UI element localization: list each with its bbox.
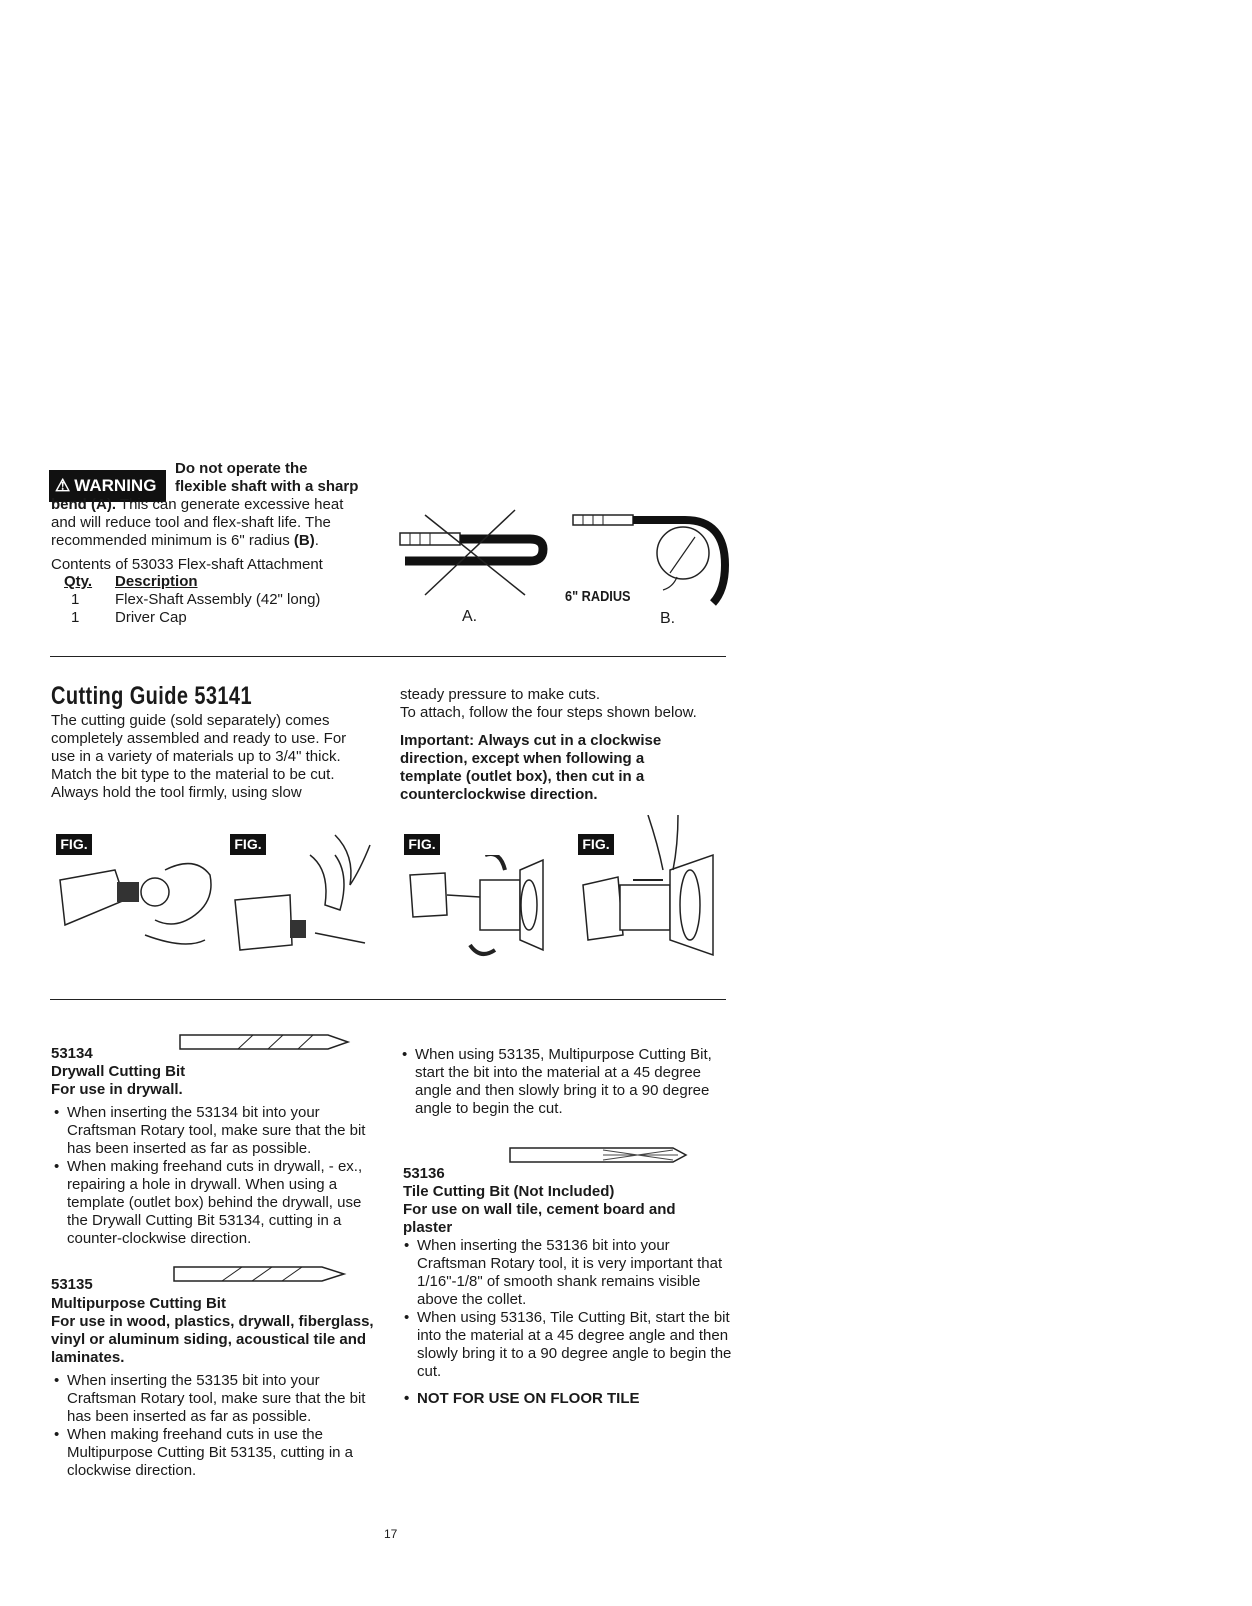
bit-53134-bullets <box>52 1104 382 1248</box>
warning-line-1-text: This can generate excessive heat <box>119 496 344 513</box>
divider-middle <box>50 999 726 1000</box>
fig-3-label: FIG. 3 <box>404 834 440 855</box>
contents-row <box>51 609 371 627</box>
important-line: direction, except when following a <box>400 750 645 767</box>
cutting-guide-right-line: To attach, follow the four steps shown below. <box>400 704 697 721</box>
bullet-item: • When inserting the 53136 bit into your Craftsman Rotary tool, it is very important that 1/16"-1/8" of smooth shank remains visible above the collet. <box>402 1237 732 1309</box>
fig-4-label: FIG. 4 <box>578 834 614 855</box>
bit-53136-number: 53136 <box>403 1165 445 1182</box>
contents-qty: 1 <box>71 591 80 608</box>
figure-b-label: B. <box>660 610 676 627</box>
cutting-guide-line: completely assembled and ready to use. For <box>51 730 347 747</box>
contents-desc: Flex-Shaft Assembly (42" long) <box>115 591 321 608</box>
bit-53136-drawing <box>508 1145 693 1167</box>
page-number: 17 <box>384 1527 398 1541</box>
divider-top <box>50 656 726 657</box>
bullet-item: • When inserting the 53134 bit into your Craftsman Rotary tool, make sure that the bit has been inserted as far as possible. <box>52 1104 382 1158</box>
bit-53135-number: 53135 <box>51 1276 93 1293</box>
important-note <box>400 732 730 804</box>
bit-53134-use: For use in drywall. <box>51 1081 183 1098</box>
cutting-guide-paragraph <box>51 712 381 802</box>
warning-line-3 <box>51 532 319 550</box>
bit-53134-name: Drywall Cutting Bit <box>51 1063 186 1080</box>
bit-53136-name: Tile Cutting Bit (Not Included) <box>403 1183 615 1200</box>
cutting-guide-line: Always hold the tool firmly, using slow <box>51 784 302 801</box>
sharp-bend-shaft-illustration <box>400 510 543 595</box>
bullet-item: • When using 53136, Tile Cutting Bit, start the bit into the material at a 45 degree angle and then slowly bring it to a 90 degree angle to begin the cut. <box>402 1309 732 1381</box>
fig-2-illustration <box>230 815 390 965</box>
description-header: Description <box>115 573 198 590</box>
bit-53134-drawing <box>178 1032 358 1054</box>
warning-lead-2: flexible shaft with a sharp <box>175 478 359 495</box>
warning-line-3-end: . <box>314 532 319 549</box>
fig-4-illustration <box>578 815 733 965</box>
bit-53135-drawing <box>172 1264 352 1286</box>
cutting-guide-right-paragraph <box>400 686 730 722</box>
important-line: Important: Always cut in a clockwise <box>400 732 662 749</box>
bullet-item: • When inserting the 53135 bit into your Craftsman Rotary tool, make sure that the bit has been inserted as far as possible. <box>52 1372 382 1426</box>
cutting-guide-line: The cutting guide (sold separately) comes <box>51 712 330 729</box>
warning-b-label: (B) <box>293 532 315 549</box>
warning-badge-label: WARNING <box>74 476 157 495</box>
bit-53135-right-bullets <box>400 1046 720 1118</box>
bullet-item: • When using 53135, Multipurpose Cutting Bit, start the bit into the material at a 45 degree angle and then slowly bring it to a 90 degree angle to begin the cut. <box>400 1046 720 1118</box>
bit-53136-bullets <box>402 1237 732 1381</box>
cutting-guide-line: use in a variety of materials up to 3/4" thick. <box>51 748 341 765</box>
warning-triangle-icon: ⚠ <box>55 476 71 495</box>
cutting-guide-right-line: steady pressure to make cuts. <box>400 686 601 703</box>
bullet-item: • When making freehand cuts in drywall, - ex., repairing a hole in drywall. When using a template (outlet box) behind the drywall, use the Drywall Cutting Bit 53134, cutting in a counter-clockwise direction. <box>52 1158 382 1248</box>
bullet-item: • When making freehand cuts in use the Multipurpose Cutting Bit 53135, cutting in a clockwise direction. <box>52 1426 382 1480</box>
cutting-guide-line: Match the bit type to the material to be cut. <box>51 766 335 783</box>
bit-53135-bullets <box>52 1372 382 1480</box>
contents-table <box>51 573 371 627</box>
warning-lead: Do not operate the <box>175 460 308 477</box>
warning-line-1 <box>51 496 343 514</box>
cutting-guide-heading: Cutting Guide 53141 <box>51 682 252 710</box>
figure-a-label: A. <box>462 608 478 625</box>
fig-1-illustration <box>55 840 225 970</box>
contents-title: Contents of 53033 Flex-shaft Attachment <box>51 556 323 573</box>
fig-3-illustration <box>405 855 550 965</box>
qty-header: Qty. <box>64 573 93 590</box>
contents-desc: Driver Cap <box>115 609 187 626</box>
contents-qty: 1 <box>71 609 80 626</box>
fig-2-label: FIG. 2 <box>230 834 266 855</box>
bullet-item: • NOT FOR USE ON FLOOR TILE <box>402 1390 732 1408</box>
flex-shaft-bend-diagram <box>395 495 740 635</box>
fig-1-label: FIG. 1 <box>56 834 92 855</box>
contents-row <box>51 591 371 609</box>
important-line: counterclockwise direction. <box>400 786 598 803</box>
bit-53135-name: Multipurpose Cutting Bit <box>51 1295 226 1312</box>
warning-bend-label: bend (A). <box>51 496 116 513</box>
warning-line-3-text: recommended minimum is 6" radius <box>51 532 294 549</box>
floor-tile-warning <box>402 1390 732 1408</box>
bit-53134-number: 53134 <box>51 1045 93 1062</box>
bit-53135-use: For use in wood, plastics, drywall, fiberglass, vinyl or aluminum siding, acoustical tile and laminates. <box>51 1313 374 1366</box>
bit-53136-use: For use on wall tile, cement board and plaster <box>403 1201 676 1236</box>
warning-line-2: and will reduce tool and flex-shaft life. The <box>51 514 331 531</box>
important-line: template (outlet box), then cut in a <box>400 768 645 785</box>
radius-label: 6" RADIUS <box>565 588 631 605</box>
